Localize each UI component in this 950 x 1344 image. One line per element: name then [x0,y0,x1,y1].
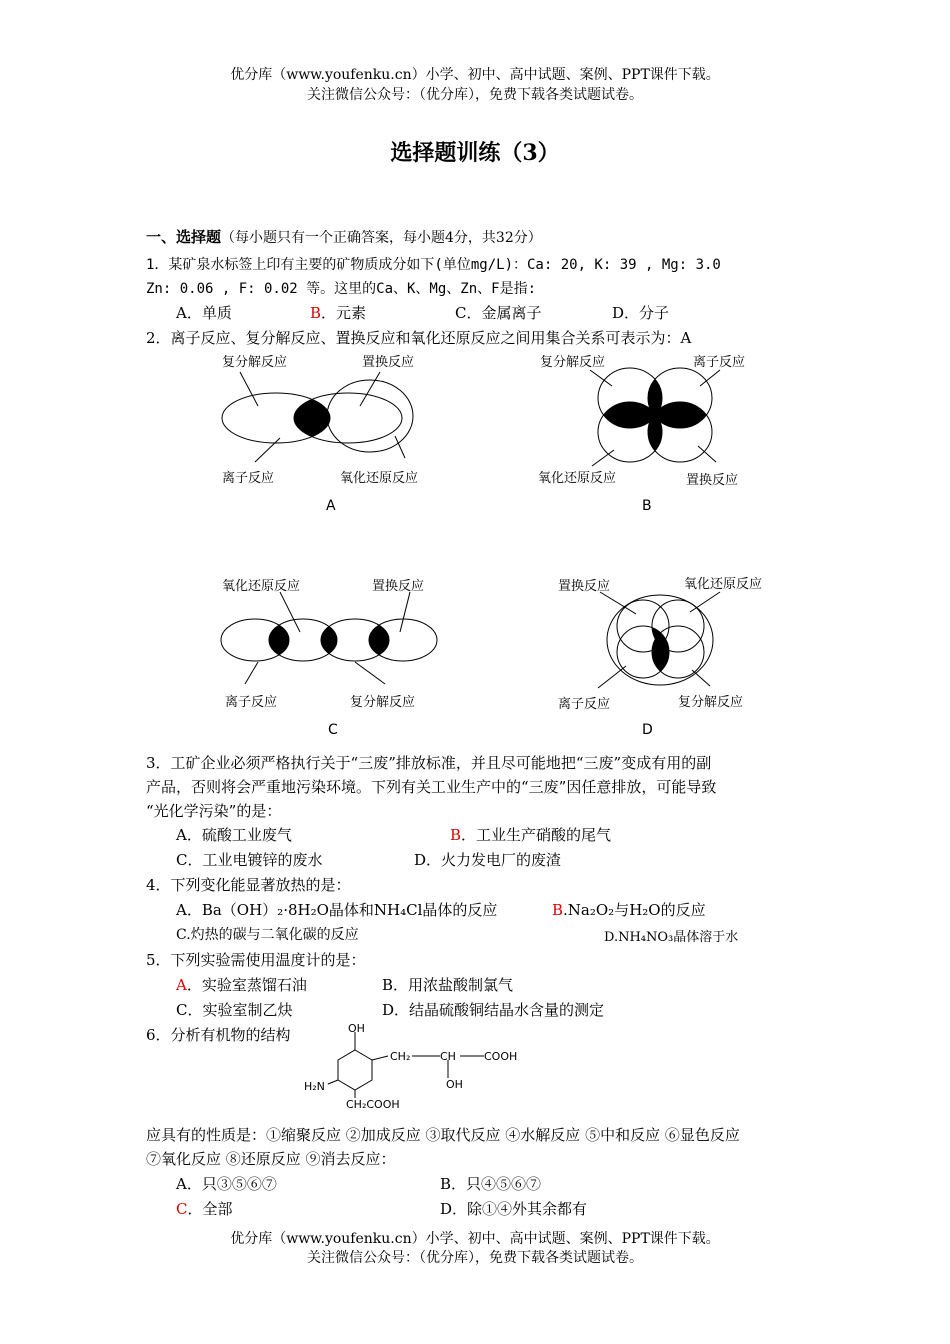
figure-a [200,346,460,516]
figC-caption: C [328,722,338,738]
q6-option-d: D．除①④外其余都有 [440,1200,588,1218]
figD-label-1: 置换反应 [558,579,611,594]
q5-option-a-text: ．实验室蒸馏石油 [186,976,307,994]
q4-option-b-text: .Na₂O₂与H₂O的反应 [563,901,706,919]
q4-option-b [552,899,706,920]
q4-option-c: C.灼热的碳与二氧化碳的反应 [176,927,359,943]
q1-line-2: Zn: 0.06 , F: 0.02 等。这里的Ca、K、Mg、Zn、F是指: [146,281,537,297]
q3-option-b [450,824,611,845]
q1-answer-letter: B [310,304,322,322]
q1-line-1: 1．某矿泉水标签上印有主要的矿物质成分如下(单位mg/L)：Ca: 20, K: 39 , Mg: 3.0 [146,257,721,273]
q1-option-d: D．分子 [612,304,670,322]
figB-label-3: 氧化还原反应 [538,471,617,486]
q5-option-b: B．用浓盐酸制氯气 [382,976,514,994]
q4-answer-letter: B [552,901,564,919]
q5-answer-letter: A [176,976,187,994]
q2-stem: 2．离子反应、复分解反应、置换反应和氧化还原反应之间用集合关系可表示为：A [146,329,692,347]
section-heading-label: 一、选择题 [146,228,222,246]
figure-c [200,570,460,742]
figC-label-3: 离子反应 [225,695,278,710]
q6-option-b: B．只④⑤⑥⑦ [440,1175,542,1193]
q5-stem: 5．下列实验需使用温度计的是： [146,951,366,969]
figD-label-3: 离子反应 [558,697,611,712]
section-heading [146,226,542,247]
figA-label-2: 置换反应 [362,355,415,370]
figure-d [540,570,790,742]
q1-option-b [310,302,366,323]
figA-label-3: 离子反应 [222,471,275,486]
figure-b [530,346,780,516]
q5-option-d: D．结晶硫酸铜结晶水含量的测定 [382,1001,605,1019]
q4-stem: 4．下列变化能显著放热的是： [146,876,351,894]
figB-label-4: 置换反应 [686,473,739,488]
figB-label-1: 复分解反应 [540,355,606,370]
q3-option-b-text: ．工业生产硝酸的尾气 [461,826,612,844]
figB-caption: B [642,498,652,514]
structure-formula [300,1018,540,1118]
figA-caption: A [326,498,336,514]
q3-option-c: C．工业电镀锌的废水 [176,851,323,869]
q1-option-c: C．金属离子 [455,304,542,322]
struct-oh: OH [348,1022,365,1035]
q3-answer-letter: B [450,826,462,844]
q6-option-c-text: ．全部 [187,1200,233,1218]
q6-answer-letter: C [176,1200,188,1218]
q6-option-a: A．只③⑤⑥⑦ [176,1175,277,1193]
figC-label-4: 复分解反应 [350,695,416,710]
struct-ch: CH [440,1050,456,1063]
page-title: 选择题训练（3） [390,140,560,166]
figD-label-4: 复分解反应 [678,695,744,710]
header-line-1: 优分库（www.youfenku.cn）小学、初中、高中试题、案例、PPT课件下载。 [230,67,720,83]
q4-option-d: D.NH₄NO₃晶体溶于水 [604,930,739,945]
struct-oh-2: OH [446,1078,463,1091]
struct-ch2cooh: CH₂COOH [346,1098,400,1111]
footer-line-2: 关注微信公众号：（优分库），免费下载各类试题试卷。 [307,1250,643,1266]
struct-cooh: COOH [484,1050,518,1063]
figB-label-2: 离子反应 [693,355,746,370]
q4-option-a: A．Ba（OH）₂·8H₂O晶体和NH₄Cl晶体的反应 [176,901,498,919]
section-note: （每小题只有一个正确答案，每小题4分，共32分） [221,230,542,246]
figC-label-2: 置换反应 [372,579,425,594]
figD-caption: D [642,722,653,738]
q5-option-c: C．实验室制乙炔 [176,1001,293,1019]
header-line-2: 关注微信公众号：（优分库），免费下载各类试题试卷。 [307,87,643,103]
figD-label-2: 氧化还原反应 [684,577,763,592]
figA-label-1: 复分解反应 [222,355,288,370]
figA-label-4: 氧化还原反应 [340,471,419,486]
q6-line-2: ⑦氧化反应 ⑧还原反应 ⑨消去反应： [146,1150,396,1168]
q6-line-1: 应具有的性质是：①缩聚反应 ②加成反应 ③取代反应 ④水解反应 ⑤中和反应 ⑥显色反应 [146,1126,740,1144]
footer-line-1: 优分库（www.youfenku.cn）小学、初中、高中试题、案例、PPT课件下载。 [230,1231,720,1247]
figC-label-1: 氧化还原反应 [222,579,301,594]
q3-line-1: 3．工矿企业必须严格执行关于“三废”排放标准，并且尽可能地把“三废”变成有用的副 [146,754,712,772]
struct-nh2: H₂N [304,1080,325,1093]
q5-option-a [176,974,307,995]
q1-option-a: A．单质 [176,304,232,322]
q3-line-2: 产品，否则将会严重地污染环境。下列有关工业生产中的“三废”因任意排放，可能导致 [146,778,717,796]
q6-stem: 6．分析有机物的结构 [146,1026,291,1044]
q3-option-d: D．火力发电厂的废渣 [414,851,562,869]
q1-option-b-text: ．元素 [321,304,367,322]
struct-ch2: CH₂ [390,1050,411,1063]
q3-line-3: “光化学污染”的是： [146,802,282,820]
q6-option-c [176,1198,233,1219]
q3-option-a: A．硫酸工业废气 [176,826,292,844]
